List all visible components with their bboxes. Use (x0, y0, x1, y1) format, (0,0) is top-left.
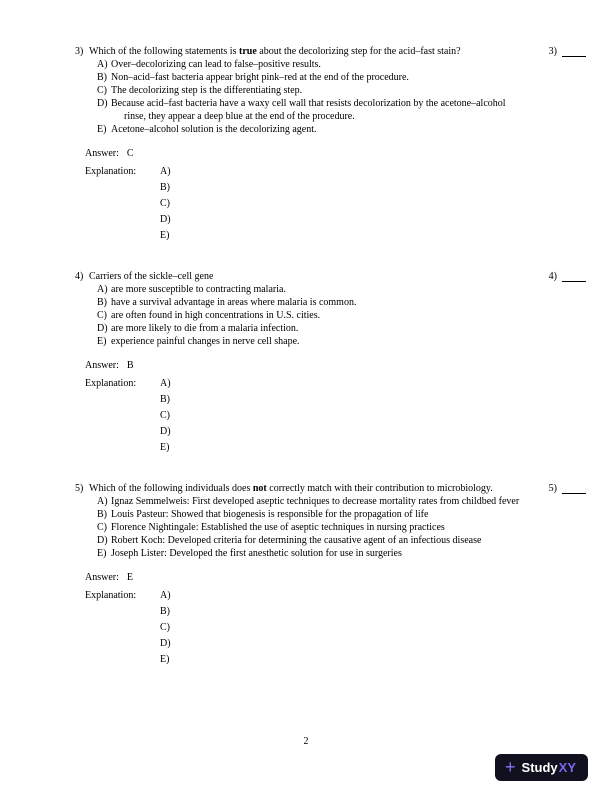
explanation-item: A) (160, 166, 171, 177)
page-number: 2 (303, 736, 309, 747)
option-text: Acetone–alcohol solution is the decolorizing agent. (111, 124, 317, 135)
option-label: A) (97, 284, 108, 295)
question-text-post: about the decolorizing step for the acid–fast stain? (256, 46, 461, 57)
answer-blank (549, 45, 586, 58)
option-row (97, 495, 527, 508)
explanation-item: C) (160, 622, 170, 633)
option-text: are often found in high concentrations in U.S. cities. (111, 310, 321, 321)
option-row (97, 521, 527, 534)
option-label: D) (97, 323, 108, 334)
question-text-pre: Carriers of the sickle–cell gene (89, 271, 214, 282)
blank-line (562, 56, 586, 57)
option-label: E) (97, 548, 107, 559)
option-row (97, 508, 527, 521)
plus-icon: + (505, 756, 516, 777)
explanation-item: E) (160, 442, 170, 453)
question-number: 5) (75, 483, 84, 494)
explanation-item: B) (160, 182, 170, 193)
question-header (75, 45, 527, 58)
option-row (97, 547, 527, 560)
explanation-item: B) (160, 394, 170, 405)
option-label: D) (97, 535, 108, 546)
studyxy-logo (495, 754, 588, 781)
page-content (75, 45, 586, 694)
question-text-pre: Which of the following statements is (89, 46, 239, 57)
explanation-item: B) (160, 606, 170, 617)
answer-label: Answer: (85, 360, 119, 371)
option-label: A) (97, 59, 108, 70)
explanation-block (85, 376, 527, 456)
option-text: Over–decolorizing can lead to false–positive results. (111, 59, 321, 70)
question-bold-word: true (238, 46, 257, 57)
explanation-item: A) (160, 378, 171, 389)
option-text: Louis Pasteur: Showed that biogenesis is responsible for the propagation of life (111, 509, 429, 520)
explanation-item: C) (160, 410, 170, 421)
answer-value: E (126, 572, 133, 583)
option-text: Florence Nightingale: Established the use of aseptic techniques in nursing practices (111, 522, 445, 533)
option-row (97, 309, 527, 322)
question-main (75, 482, 527, 668)
answer-blank-number: 4) (548, 271, 557, 282)
option-text: The decolorizing step is the differentiating step. (111, 85, 303, 96)
question-header (75, 270, 527, 283)
option-label: A) (97, 496, 108, 507)
question-header (75, 482, 527, 495)
question-main (75, 45, 527, 244)
explanation-items (160, 588, 171, 668)
explanation-item: C) (160, 198, 170, 209)
explanation-items (160, 164, 171, 244)
explanation-label: Explanation: (85, 166, 137, 177)
answer-line (85, 358, 527, 374)
option-text: Joseph Lister: Developed the first anesthetic solution for use in surgeries (111, 548, 402, 559)
question-number: 3) (75, 46, 84, 57)
option-label: E) (97, 124, 107, 135)
answer-blank-number: 5) (548, 483, 557, 494)
explanation-item: E) (160, 230, 170, 241)
option-row (97, 84, 527, 97)
option-label: D) (97, 98, 108, 109)
option-label: B) (97, 509, 107, 520)
option-label: C) (97, 310, 107, 321)
explanation-block (85, 164, 527, 244)
option-label: B) (97, 297, 107, 308)
options-list (97, 283, 527, 348)
question-text (89, 45, 527, 58)
answer-line (85, 570, 527, 586)
options-list (97, 495, 527, 560)
explanation-item: A) (160, 590, 171, 601)
option-row (97, 296, 527, 309)
option-text: are more susceptible to contracting malaria. (111, 284, 286, 295)
option-row (97, 335, 527, 348)
answer-blank-number: 3) (548, 46, 557, 57)
question-block-3 (75, 45, 586, 244)
explanation-items (160, 376, 171, 456)
logo-xy-text: XY (558, 760, 576, 775)
question-main (75, 270, 527, 456)
option-row (97, 97, 527, 123)
question-text-post: correctly match with their contribution to microbiology. (266, 483, 493, 494)
option-row (97, 58, 527, 71)
option-text: Robert Koch: Developed criteria for determining the causative agent of an infectious disease (111, 535, 482, 546)
option-text: Non–acid–fast bacteria appear bright pink–red at the end of the procedure. (111, 72, 409, 83)
option-row (97, 534, 527, 547)
option-label: B) (97, 72, 107, 83)
answer-blank (549, 270, 586, 283)
option-text: are more likely to die from a malaria infection. (111, 323, 299, 334)
blank-line (562, 493, 586, 494)
options-list (97, 58, 527, 136)
option-row (97, 322, 527, 335)
explanation-item: E) (160, 654, 170, 665)
answer-value: B (126, 360, 134, 371)
answer-blank (549, 482, 586, 495)
option-text: have a survival advantage in areas where malaria is common. (111, 297, 357, 308)
option-label: C) (97, 522, 107, 533)
question-block-4 (75, 270, 586, 456)
answer-line (85, 146, 527, 162)
question-text-pre: Which of the following individuals does (89, 483, 253, 494)
option-text: Ignaz Semmelweis: First developed aseptic techniques to decrease mortality rates from childbed fever (111, 496, 520, 507)
logo-study-text: Study (521, 760, 558, 775)
question-block-5 (75, 482, 586, 668)
explanation-block (85, 588, 527, 668)
option-label: E) (97, 336, 107, 347)
answer-label: Answer: (85, 572, 119, 583)
question-number: 4) (75, 271, 84, 282)
option-label: C) (97, 85, 107, 96)
explanation-item: D) (160, 214, 171, 225)
question-text (89, 270, 527, 283)
option-row (97, 71, 527, 84)
explanation-item: D) (160, 426, 171, 437)
option-text: experience painful changes in nerve cell shape. (111, 336, 300, 347)
answer-value: C (126, 148, 134, 159)
option-row (97, 283, 527, 296)
explanation-item: D) (160, 638, 171, 649)
question-bold-word: not (252, 483, 267, 494)
option-text: Because acid–fast bacteria have a waxy cell wall that resists decolorization by the acetone–alcohol rinse, they appear a deep blue at the end of the procedure. (111, 98, 506, 122)
question-text (89, 482, 527, 495)
explanation-label: Explanation: (85, 590, 137, 601)
option-row (97, 123, 527, 136)
explanation-label: Explanation: (85, 378, 137, 389)
answer-label: Answer: (85, 148, 119, 159)
blank-line (562, 281, 586, 282)
